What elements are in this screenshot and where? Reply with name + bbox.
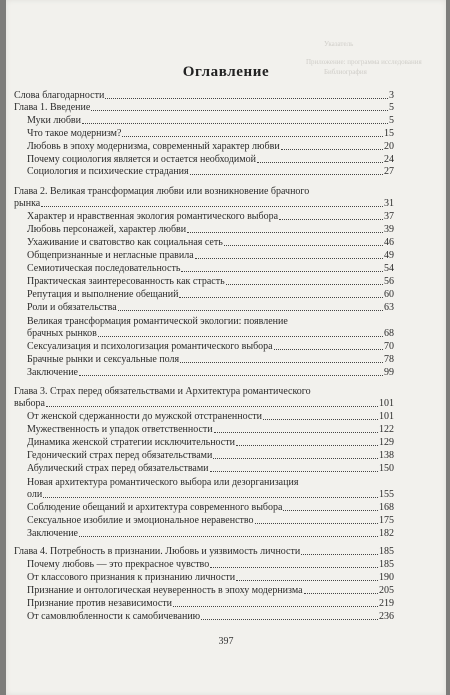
toc-entry-page: 37 bbox=[384, 211, 394, 222]
toc-entry-page: 15 bbox=[384, 128, 394, 139]
toc-entry-page: 78 bbox=[384, 354, 394, 365]
toc-entry bbox=[27, 411, 394, 422]
toc-entry bbox=[27, 263, 394, 274]
toc-entry-page: 46 bbox=[384, 237, 394, 248]
toc-entry bbox=[27, 141, 394, 152]
toc-entry bbox=[27, 572, 394, 583]
toc-entry-page: 56 bbox=[384, 276, 394, 287]
toc-entry-label: выбора bbox=[14, 398, 45, 409]
toc-entry bbox=[27, 115, 394, 126]
leader-dots bbox=[210, 566, 378, 568]
toc-entry-label: Заключение bbox=[27, 528, 78, 539]
toc-entry bbox=[27, 154, 394, 165]
toc-entry bbox=[27, 302, 394, 313]
leader-dots bbox=[257, 161, 383, 163]
toc-entry bbox=[27, 502, 394, 513]
leader-dots bbox=[98, 335, 383, 337]
toc-entry bbox=[27, 559, 394, 570]
toc-entry-label: От самовлюбленности к самобичеванию bbox=[27, 611, 201, 622]
toc-entry-label: Признание и онтологическая неуверенность в эпоху модернизма bbox=[27, 585, 303, 596]
toc-entry bbox=[27, 276, 394, 287]
toc-entry-page: 20 bbox=[384, 141, 394, 152]
leader-dots bbox=[236, 444, 378, 446]
toc-chapter bbox=[14, 398, 394, 409]
toc-entry-page: 5 bbox=[389, 115, 394, 126]
leader-dots bbox=[236, 579, 378, 581]
toc-entry-page: 68 bbox=[384, 328, 394, 339]
toc-entry-page: 168 bbox=[379, 502, 394, 513]
toc-entry bbox=[27, 528, 394, 539]
toc-entry-page: 49 bbox=[384, 250, 394, 261]
toc-entry-page: 182 bbox=[379, 528, 394, 539]
toc-entry bbox=[27, 166, 394, 177]
leader-dots bbox=[46, 405, 378, 407]
toc-entry-page: 185 bbox=[379, 546, 394, 557]
toc-entry bbox=[27, 328, 394, 339]
leader-dots bbox=[214, 431, 378, 433]
toc-entry-page: 155 bbox=[379, 489, 394, 500]
toc-entry-page: 129 bbox=[379, 437, 394, 448]
leader-dots bbox=[118, 309, 383, 311]
toc-entry-page: 122 bbox=[379, 424, 394, 435]
toc-entry-page: 60 bbox=[384, 289, 394, 300]
toc-entry-label: Почему любовь — это прекрасное чувство bbox=[27, 559, 210, 570]
toc-entry-title-line: Великая трансформация романтической экологии: появление bbox=[27, 316, 288, 327]
toc-entry-label: Соблюдение обещаний и архитектура современного выбора bbox=[27, 502, 283, 513]
leader-dots bbox=[226, 283, 383, 285]
toc-entry bbox=[27, 489, 394, 500]
leader-dots bbox=[304, 592, 378, 594]
leader-dots bbox=[281, 148, 383, 150]
toc-entry-page: 138 bbox=[379, 450, 394, 461]
toc-entry bbox=[27, 598, 394, 609]
toc-entry-label: Заключение bbox=[27, 367, 78, 378]
toc-entry bbox=[27, 128, 394, 139]
leader-dots bbox=[181, 270, 383, 272]
toc-entry bbox=[27, 463, 394, 474]
toc-entry bbox=[27, 611, 394, 622]
leader-dots bbox=[201, 618, 378, 620]
book-page bbox=[6, 0, 446, 695]
leader-dots bbox=[91, 109, 388, 111]
toc-entry-label: Любовь персонажей, характер любви bbox=[27, 224, 187, 235]
leader-dots bbox=[210, 470, 378, 472]
toc-entry-label: оли bbox=[27, 489, 43, 500]
toc-entry-label: Ухаживание и сватовство как социальная сеть bbox=[27, 237, 223, 248]
toc-entry-label: Сексуализация и психологизация романтического выбора bbox=[27, 341, 273, 352]
toc-entry-page: 63 bbox=[384, 302, 394, 313]
toc-entry-label: Абулический страх перед обязательствами bbox=[27, 463, 209, 474]
leader-dots bbox=[279, 218, 383, 220]
toc-entry-label: Признание против независимости bbox=[27, 598, 173, 609]
leader-dots bbox=[190, 173, 383, 175]
leader-dots bbox=[224, 244, 383, 246]
toc-entry bbox=[14, 90, 394, 101]
toc-entry-label: рынка bbox=[14, 198, 41, 209]
leader-dots bbox=[179, 296, 383, 298]
toc-chapter bbox=[14, 546, 394, 557]
toc-entry-label: Брачные рынки и сексуальные поля bbox=[27, 354, 180, 365]
leader-dots bbox=[187, 231, 383, 233]
leader-dots bbox=[180, 361, 383, 363]
toc-entry-label: Репутация и выполнение обещаний bbox=[27, 289, 179, 300]
toc-entry-page: 236 bbox=[379, 611, 394, 622]
toc-entry-label: Общепризнанные и негласные правила bbox=[27, 250, 194, 261]
leader-dots bbox=[122, 135, 383, 137]
toc-entry-label: Муки любви bbox=[27, 115, 81, 126]
toc-entry bbox=[27, 450, 394, 461]
toc-entry-label: Глава 4. Потребность в признании. Любовь и уязвимость личности bbox=[14, 546, 301, 557]
bleed-through-text: Указатель bbox=[324, 40, 354, 48]
toc-entry-label: Динамика женской стратегии исключительности bbox=[27, 437, 235, 448]
toc-entry-page: 27 bbox=[384, 166, 394, 177]
toc-entry-label: Что такое модернизм? bbox=[27, 128, 122, 139]
toc-entry-page: 39 bbox=[384, 224, 394, 235]
leader-dots bbox=[82, 122, 388, 124]
toc-entry-page: 101 bbox=[379, 411, 394, 422]
leader-dots bbox=[79, 535, 378, 537]
toc-entry-label: Сексуальное изобилие и эмоциональное неравенство bbox=[27, 515, 254, 526]
toc-entry bbox=[27, 354, 394, 365]
toc-entry-label: Семиотическая последовательность bbox=[27, 263, 181, 274]
toc-entry-page: 24 bbox=[384, 154, 394, 165]
bleed-through-text: Приложение: программа исследования bbox=[306, 58, 422, 66]
toc-entry-label: Характер и нравственная экология романтического выбора bbox=[27, 211, 279, 222]
toc-entry bbox=[27, 585, 394, 596]
toc-entry-title-line: Новая архитектура романтического выбора или дезорганизация bbox=[27, 477, 299, 488]
toc-entry-page: 31 bbox=[384, 198, 394, 209]
leader-dots bbox=[79, 374, 383, 376]
toc-entry-label: Мужественность и упадок ответственности bbox=[27, 424, 213, 435]
toc-entry bbox=[27, 341, 394, 352]
leader-dots bbox=[213, 457, 378, 459]
toc-chapter bbox=[14, 102, 394, 113]
toc-entry-label: Гедонический страх перед обязательствами bbox=[27, 450, 213, 461]
bleed-through-text: Библиография bbox=[324, 68, 367, 76]
toc-entry-page: 54 bbox=[384, 263, 394, 274]
toc-entry bbox=[27, 237, 394, 248]
toc-entry-page: 175 bbox=[379, 515, 394, 526]
toc-entry bbox=[27, 250, 394, 261]
toc-entry-page: 205 bbox=[379, 585, 394, 596]
leader-dots bbox=[173, 605, 378, 607]
toc-entry-page: 150 bbox=[379, 463, 394, 474]
toc-entry-label: Почему социология является и остается необходимой bbox=[27, 154, 256, 165]
toc-chapter bbox=[14, 198, 394, 209]
toc-entry-page: 190 bbox=[379, 572, 394, 583]
leader-dots bbox=[283, 509, 378, 511]
toc-entry-label: Глава 1. Введение bbox=[14, 102, 91, 113]
leader-dots bbox=[41, 205, 383, 207]
page-number: 397 bbox=[218, 636, 234, 647]
toc-entry bbox=[27, 437, 394, 448]
toc-entry-page: 99 bbox=[384, 367, 394, 378]
toc-entry-label: Слова благодарности bbox=[14, 90, 105, 101]
toc-entry-page: 5 bbox=[389, 102, 394, 113]
leader-dots bbox=[263, 418, 378, 420]
toc-entry-label: Социология и психические страдания bbox=[27, 166, 189, 177]
toc-entry-label: брачных рынков bbox=[27, 328, 97, 339]
leader-dots bbox=[301, 553, 378, 555]
leader-dots bbox=[195, 257, 383, 259]
toc-chapter-title-line: Глава 2. Великая трансформация любви или возникновение брачного bbox=[14, 186, 310, 197]
toc-entry-page: 70 bbox=[384, 341, 394, 352]
toc-entry-label: Любовь в эпоху модернизма, современный характер любви bbox=[27, 141, 280, 152]
leader-dots bbox=[255, 522, 378, 524]
toc-entry-page: 3 bbox=[389, 90, 394, 101]
toc-entry-page: 101 bbox=[379, 398, 394, 409]
toc-entry bbox=[27, 424, 394, 435]
toc-chapter-title-line: Глава 3. Страх перед обязательствами и Архитектура романтического bbox=[14, 386, 311, 397]
toc-entry-label: Практическая заинтересованность как страсть bbox=[27, 276, 225, 287]
leader-dots bbox=[105, 97, 388, 99]
toc-entry bbox=[27, 289, 394, 300]
toc-entry-label: От классового признания к признанию личности bbox=[27, 572, 236, 583]
toc-entry-label: Роли и обязательства bbox=[27, 302, 117, 313]
page-title: Оглавление bbox=[182, 64, 270, 80]
toc-entry-page: 219 bbox=[379, 598, 394, 609]
toc-entry-page: 185 bbox=[379, 559, 394, 570]
toc-entry bbox=[27, 515, 394, 526]
leader-dots bbox=[43, 496, 378, 498]
toc-entry bbox=[27, 224, 394, 235]
toc-entry-label: От женской сдержанности до мужской отстраненности bbox=[27, 411, 263, 422]
toc-entry bbox=[27, 211, 394, 222]
toc-entry bbox=[27, 367, 394, 378]
leader-dots bbox=[274, 348, 383, 350]
